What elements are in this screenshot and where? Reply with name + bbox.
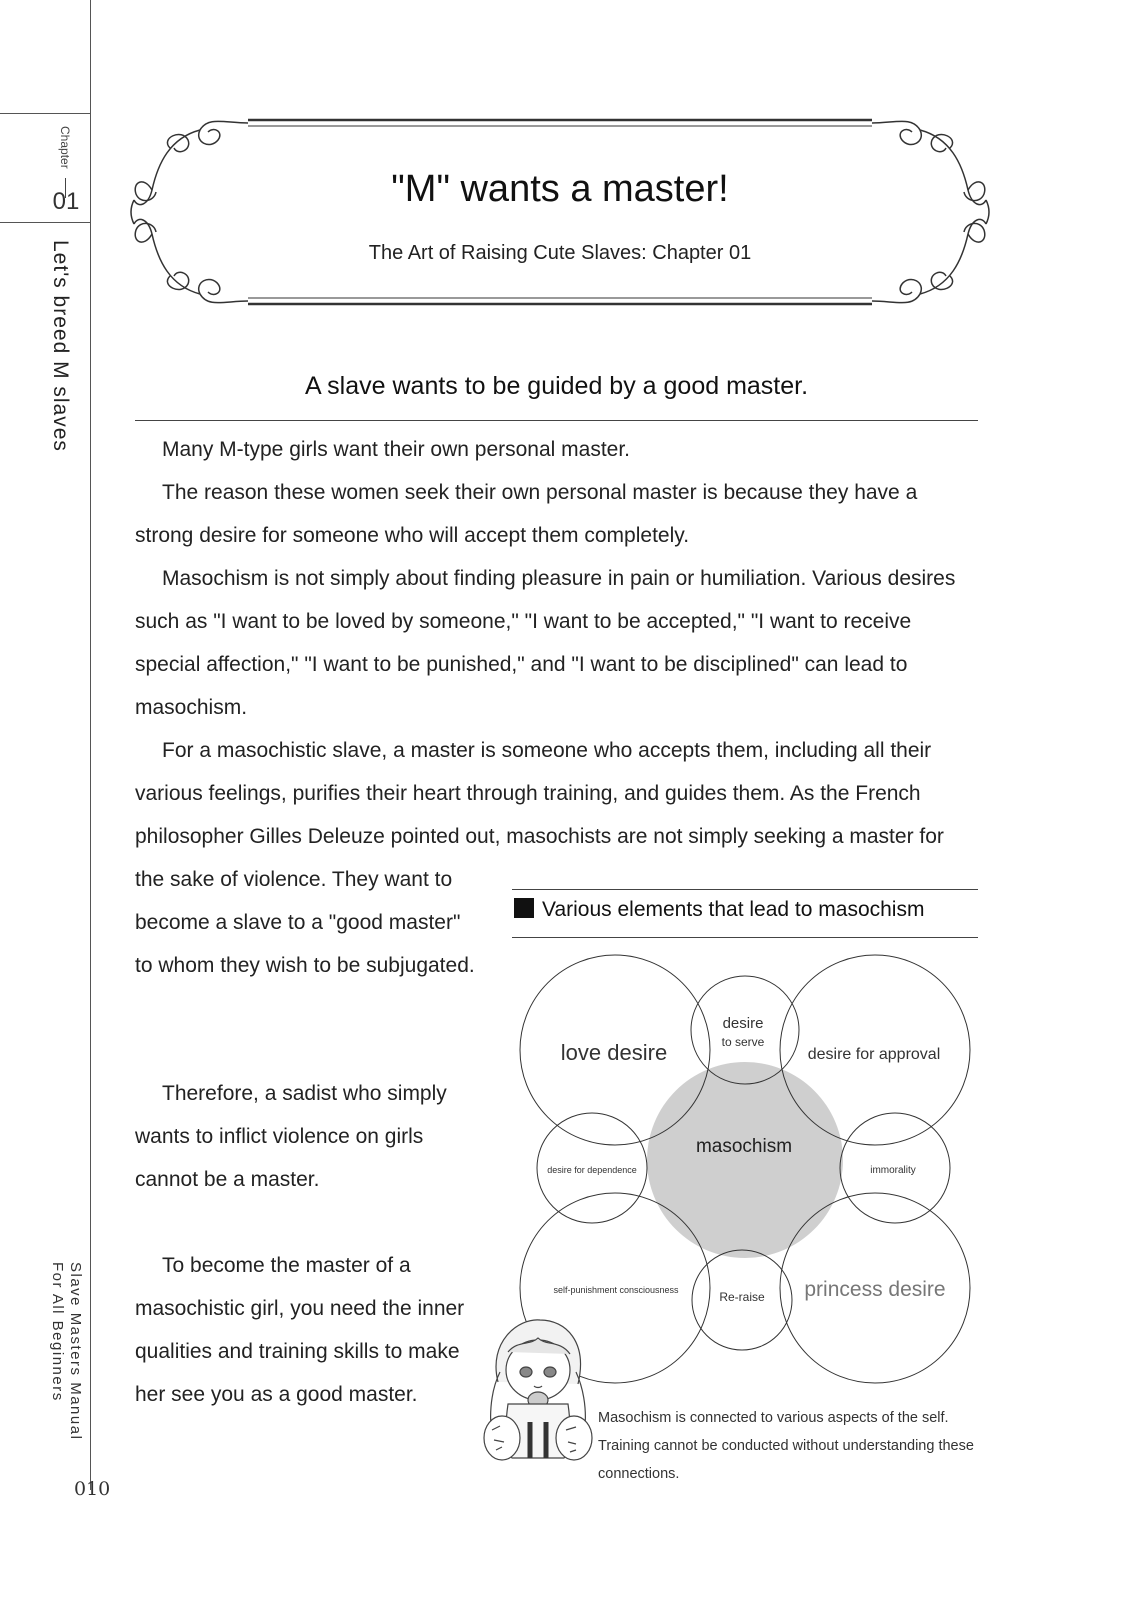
- body-column-block-3: [135, 1244, 480, 1416]
- ornamental-frame: [130, 108, 990, 318]
- square-bullet-icon: [514, 898, 534, 918]
- chapter-box-top-rule: [0, 113, 90, 114]
- chapter-label: Chapter: [58, 126, 72, 169]
- figure-title-text: Various elements that lead to masochism: [542, 898, 925, 921]
- serve-label-1: desire: [722, 1015, 764, 1032]
- page-title: "M" wants a master!: [391, 168, 729, 210]
- book-title-line-2: For All Beginners: [49, 1262, 66, 1402]
- paragraph: To become the master of a masochistic girl, you need the inner qualities and training skills to make her see you as a good master.: [135, 1254, 465, 1406]
- immorality-label: immorality: [870, 1165, 916, 1176]
- body-column-block-2: [135, 1072, 480, 1201]
- chibi-girl-illustration: [478, 1312, 598, 1462]
- paragraph: For a masochistic slave, a master is someone who accepts them, including all their various feelings, purifies their heart through training, and guides them. As the French philosopher Gilles Deleuze pointed out, masochists are not simply seeking a master for: [135, 739, 944, 848]
- princess-label: princess desire: [804, 1278, 946, 1301]
- paragraph: Therefore, a sadist who simply wants to inflict violence on girls cannot be a master.: [135, 1082, 447, 1191]
- re-raise-label: Re-raise: [719, 1290, 765, 1304]
- sidebar-divider: [90, 0, 91, 1490]
- serve-label-2: to serve: [721, 1035, 765, 1049]
- section-headline: A slave wants to be guided by a good master.: [304, 372, 809, 400]
- book-title-line-1: Slave Masters Manual: [67, 1262, 84, 1441]
- figure-title-rule: [512, 937, 978, 938]
- paragraph: the sake of violence. They want to become a slave to a "good master" to whom they wish to be subjugated.: [135, 868, 475, 977]
- approval-label: desire for approval: [807, 1046, 941, 1063]
- masochism-center-circle: [647, 1062, 843, 1258]
- chapter-box-bottom-rule: [0, 222, 90, 223]
- self-punishment-label: self-punishment consciousness: [553, 1285, 679, 1295]
- figure-caption: Masochism is connected to various aspects of the self. Training cannot be conducted without understanding these connections.: [598, 1410, 974, 1482]
- chapter-number: 01: [52, 188, 80, 215]
- headline-rule: [135, 420, 978, 421]
- paragraph: Masochism is not simply about finding pleasure in pain or humiliation. Various desires such as "I want to be loved by someone," "I want to be accepted," "I want to receive special affection," "I want to be punished," and "I want to be disciplined" can lead to masochism.: [135, 567, 956, 719]
- book-title: [48, 1262, 84, 1440]
- dependence-label: desire for dependence: [547, 1165, 637, 1175]
- page-subtitle: The Art of Raising Cute Slaves: Chapter 01: [368, 242, 752, 264]
- body-full-width: [135, 428, 978, 858]
- page-number: 010: [74, 1478, 111, 1500]
- section-title: Let's breed M slaves: [49, 240, 72, 452]
- paragraph: The reason these women seek their own personal master is because they have a strong desire for someone who will accept them completely.: [135, 481, 918, 547]
- masochism-label: masochism: [695, 1136, 793, 1157]
- paragraph: Many M-type girls want their own personal master.: [162, 438, 631, 461]
- love-desire-label: love desire: [560, 1040, 668, 1065]
- figure-top-rule: [512, 889, 978, 890]
- figure-title: [514, 898, 924, 922]
- body-column-block-1: [135, 858, 480, 987]
